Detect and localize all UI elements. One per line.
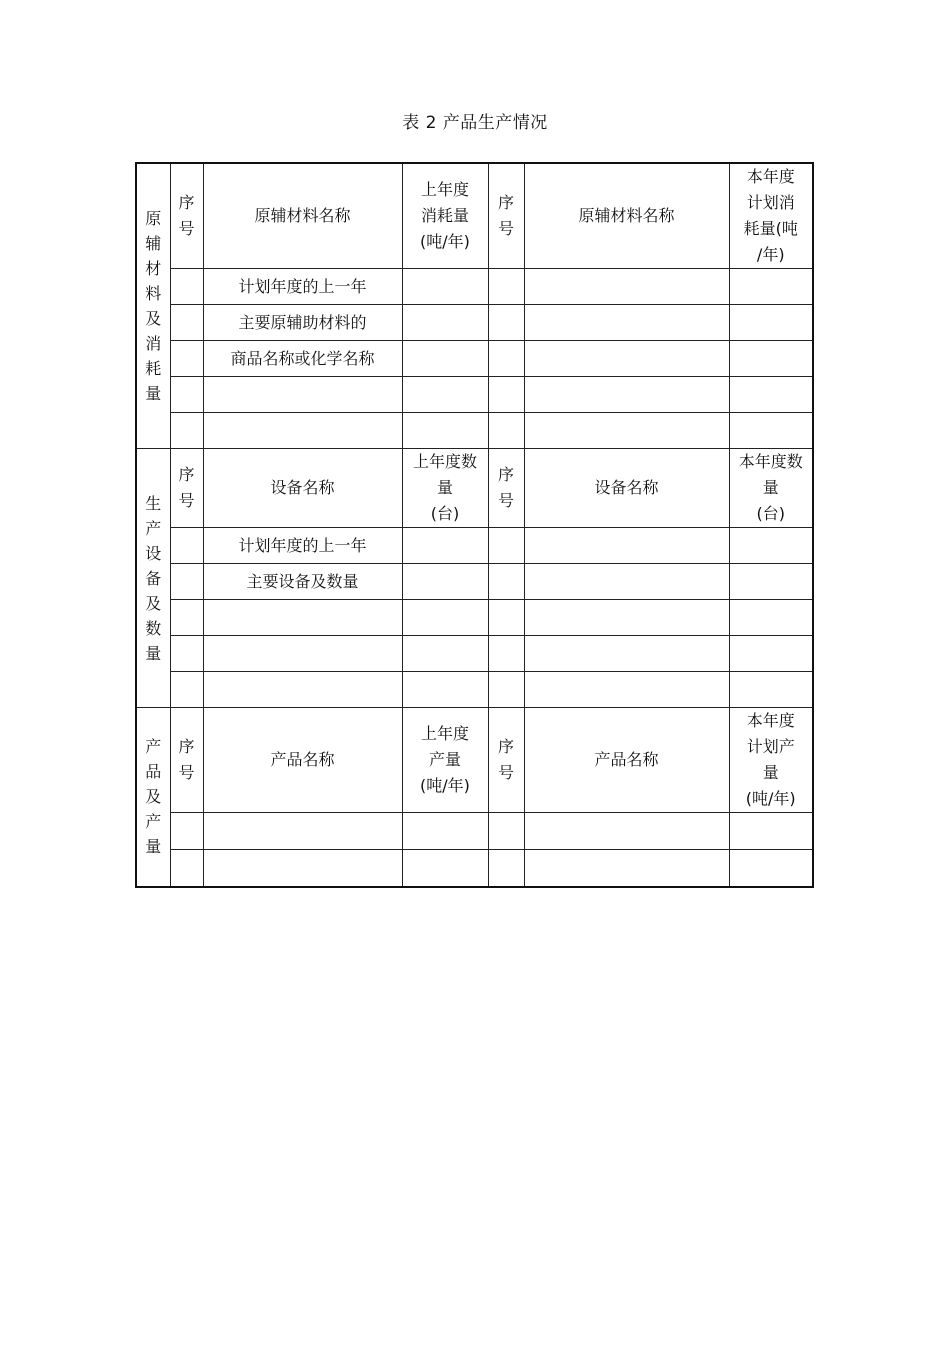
name-header: 原辅材料名称 <box>203 163 402 269</box>
plan-header: 本年度 计划消 耗量(吨 /年) <box>729 163 813 269</box>
prev-year-header: 上年度 产量 (吨/年) <box>402 708 488 813</box>
production-table <box>135 162 814 888</box>
section-label-text: 原 辅 材 料 及 消 耗 量 <box>145 209 162 403</box>
seq-header: 序 号 <box>170 449 203 528</box>
table-row <box>136 672 813 708</box>
section-header-row <box>136 708 813 813</box>
row-note: 商品名称或化学名称 <box>203 341 402 377</box>
seq-header: 序 号 <box>170 708 203 813</box>
prev-year-header: 上年度 消耗量 (吨/年) <box>402 163 488 269</box>
name-header-2: 原辅材料名称 <box>524 163 729 269</box>
section-header-row <box>136 163 813 269</box>
table-row <box>136 813 813 850</box>
table-row <box>136 377 813 413</box>
section-label-materials <box>136 163 170 449</box>
section-header-row <box>136 449 813 528</box>
table-row <box>136 850 813 887</box>
seq-header-2: 序 号 <box>488 449 524 528</box>
table-row <box>136 305 813 341</box>
name-header-2: 产品名称 <box>524 708 729 813</box>
table-row <box>136 341 813 377</box>
section-label-text: 生 产 设 备 及 数 量 <box>145 493 162 663</box>
table-row <box>136 600 813 636</box>
row-note: 计划年度的上一年 <box>203 528 402 564</box>
name-header: 产品名称 <box>203 708 402 813</box>
section-label-equipment <box>136 449 170 708</box>
seq-header-2: 序 号 <box>488 708 524 813</box>
table-row <box>136 269 813 305</box>
table-row <box>136 413 813 449</box>
table-row <box>136 528 813 564</box>
row-note: 主要设备及数量 <box>203 564 402 600</box>
row-note: 主要原辅助材料的 <box>203 305 402 341</box>
section-label-products <box>136 708 170 887</box>
table-row <box>136 636 813 672</box>
seq-header: 序 号 <box>170 163 203 269</box>
name-header: 设备名称 <box>203 449 402 528</box>
section-label-text: 产 品 及 产 量 <box>145 737 162 857</box>
row-note: 计划年度的上一年 <box>203 269 402 305</box>
plan-header: 本年度 计划产 量 (吨/年) <box>729 708 813 813</box>
name-header-2: 设备名称 <box>524 449 729 528</box>
prev-year-header: 上年度数 量 (台) <box>402 449 488 528</box>
seq-header-2: 序 号 <box>488 163 524 269</box>
table-row <box>136 564 813 600</box>
table-title: 表 2 产品生产情况 <box>402 113 548 133</box>
plan-header: 本年度数 量 (台) <box>729 449 813 528</box>
